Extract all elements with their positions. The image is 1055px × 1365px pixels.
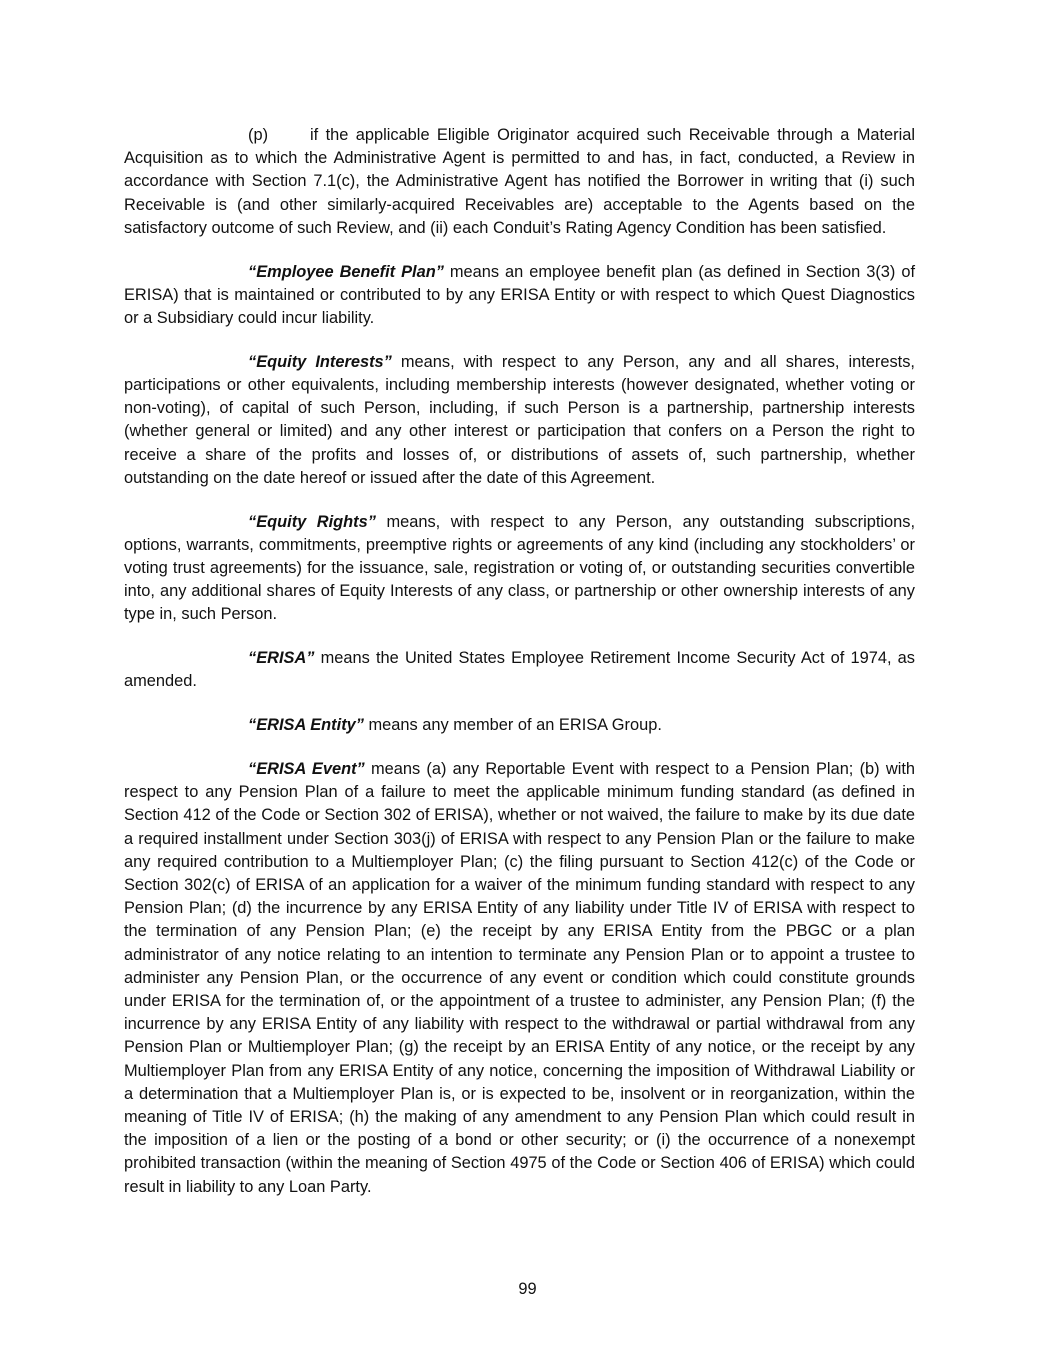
- definition-erisa-event: [124, 758, 915, 1199]
- definition-text: means an employee benefit plan (as defined in Section 3(3) of ERISA) that is maintained or contributed to by any ERISA Entity or with respect to which Quest Diagnostics or a Subsidiary could incur liability.: [124, 262, 915, 328]
- defined-term: “Employee Benefit Plan”: [248, 262, 444, 281]
- definition-text: means, with respect to any Person, any and all shares, interests, participations or other equivalents, including membership interests (however designated, whether voting or non-voting), of capital of such Person, including, if such Person is a partnership, partnership interests (whether general or limited) and any other interest or participation that confers on a Person the right to receive a share of the profits and losses of, or distributions of assets of, such partnership, whether outstanding on the date hereof or issued after the date of this Agreement.: [124, 352, 915, 487]
- defined-term: “ERISA Event”: [248, 760, 365, 779]
- definition-text: means, with respect to any Person, any outstanding subscriptions, options, warrants, commitments, preemptive rights or agreements of any kind (including any stockholders’ or voting trust agreements) for the issuance, sale, registration or voting of, or outstanding securities convertible into, any additional shares of Equity Interests of any class, or partnership or other ownership interests of any type in, such Person.: [124, 512, 915, 624]
- definition-text: means the United States Employee Retirement Income Security Act of 1974, as amended.: [124, 649, 915, 691]
- defined-term: “ERISA”: [248, 649, 315, 668]
- definition-text: means (a) any Reportable Event with respect to a Pension Plan; (b) with respect to any Pension Plan of a failure to meet the applicable minimum funding standard (as defined in Section 412 of the Code or Section 302 of ERISA), whether or not waived, the failure to make by its due date a required installment under Section 303(j) of ERISA with respect to any Pension Plan or the failure to make any required contribution to a Multiemployer Plan; (c) the filing pursuant to Section 412(c) of the Code or Section 302(c) of ERISA of an application for a waiver of the minimum funding standard with respect to any Pension Plan; (d) the incurrence by any ERISA Entity of any liability under Title IV of ERISA with respect to the termination of any Pension Plan; (e) the receipt by any ERISA Entity from the PBGC or a plan administrator of any notice relating to an intention to terminate any Pension Plan or to appoint a trustee to administer any Pension Plan, or the occurrence of any event or condition which could constitute grounds under ERISA for the termination of, or the appointment of a trustee to administer, any Pension Plan; (f) the incurrence by any ERISA Entity of any liability with respect to the withdrawal or partial withdrawal from any Pension Plan or Multiemployer Plan; (g) the receipt by an ERISA Entity of any notice, or the receipt by any Multiemployer Plan from any ERISA Entity of any notice, concerning the imposition of Withdrawal Liability or a determination that a Multiemployer Plan is, or is expected to be, insolvent or in reorganization, within the meaning of Title IV of ERISA; (h) the making of any amendment to any Pension Plan which could result in the imposition of a lien or the posting of a bond or other security; or (i) the occurrence of a nonexempt prohibited transaction (within the meaning of Section 4975 of the Code or Section 406 of ERISA) which could result in liability to any Loan Party.: [124, 760, 916, 1196]
- definition-equity-rights: [124, 511, 915, 627]
- definition-employee-benefit-plan: [124, 261, 915, 331]
- definition-equity-interests: [124, 351, 915, 490]
- definition-text: means any member of an ERISA Group.: [363, 716, 662, 735]
- defined-term: “Equity Interests”: [248, 352, 392, 371]
- subsection-text: if the applicable Eligible Originator acquired such Receivable through a Material Acquisition as to which the Administrative Agent is permitted to and has, in fact, conducted, a Review in accordance with Section 7.1(c), the Administrative Agent has notified the Borrower in writing that (i) such Receivable is (and other similarly-acquired Receivables are) acceptable to the Agents based on the satisfactory outcome of such Review, and (ii) each Conduit’s Rating Agency Condition has been satisfied.: [124, 126, 915, 237]
- subsection-marker: (p): [248, 126, 269, 144]
- definition-erisa: [124, 647, 915, 693]
- subsection-p: [124, 124, 915, 240]
- document-body: [124, 124, 915, 1219]
- definition-erisa-entity: [124, 714, 915, 737]
- defined-term: “ERISA Entity”: [248, 716, 364, 735]
- page-number: 99: [518, 1280, 537, 1298]
- defined-term: “Equity Rights”: [248, 512, 376, 531]
